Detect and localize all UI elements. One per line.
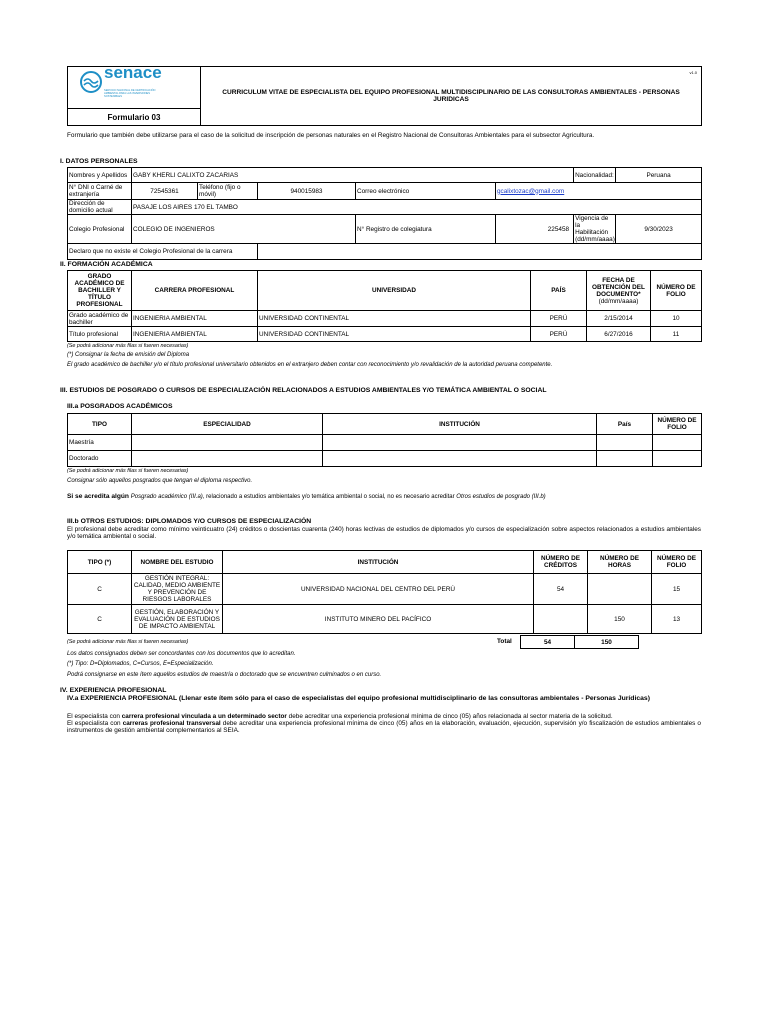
name-value: GABY KHERLI CALIXTO ZACARIAS: [132, 168, 574, 183]
courses-header-hours: NÚMERO DE HORAS: [588, 551, 652, 574]
phone-label: Teléfono (fijo o móvil): [198, 183, 258, 200]
postgrad-header-folio: NÚMERO DE FOLIO: [653, 414, 702, 435]
version-label: v1.0: [689, 70, 697, 75]
academic-country: PERÚ: [531, 327, 587, 342]
email-link[interactable]: gcalixtozac@gmail.com: [497, 187, 565, 195]
academic-folio: 11: [651, 327, 702, 342]
table-row: [68, 605, 702, 634]
academic-note-3: El grado académico de bachiller y/o el título profesional universitario obtenidos en el extranjero deben contar con reconocimiento y/o revalidación de la autoridad peruana competente.: [67, 362, 553, 368]
academic-header-folio: NÚMERO DE FOLIO: [651, 271, 702, 311]
experience-text-2c: debe acreditar una experiencia profesional mínima de cinco (05) años en la elaboración, evaluación, ejecución, supervisión y/o fiscalización de estudios ambientales o instrumentos de gestión ambiental complementarios al SEIA.: [67, 720, 701, 734]
logo-cell: [68, 67, 201, 109]
total-hours: 150: [575, 636, 639, 649]
course-institution: UNIVERSIDAD NACIONAL DEL CENTRO DEL PERÚ: [223, 574, 534, 605]
postgrad-table: [67, 413, 702, 467]
academic-header-country: PAÍS: [531, 271, 587, 311]
courses-total-label: Total: [497, 638, 512, 645]
academic-date: 6/27/2016: [587, 327, 651, 342]
form-label: Formulario 03: [68, 109, 201, 126]
courses-note-2: Los datos consignados deben ser concordantes con los documentos que lo acreditan.: [67, 651, 296, 657]
registry-label: N° Registro de colegiatura: [356, 215, 496, 244]
academic-university: UNIVERSIDAD CONTINENTAL: [258, 311, 531, 327]
college-label: Colegio Profesional: [68, 215, 132, 244]
postgrad-type: Maestría: [68, 435, 132, 451]
courses-note-3: (*) Tipo: D=Diplomados, C=Cursos, E=Especialización.: [67, 661, 214, 667]
postgrad-header-institution: INSTITUCIÓN: [323, 414, 597, 435]
courses-header-credits: NÚMERO DE CRÉDITOS: [534, 551, 588, 574]
section1-title: I. DATOS PERSONALES: [60, 158, 138, 165]
academic-header-date: [587, 271, 651, 311]
logo-subtext: SERVICIO NACIONAL DE CERTIFICACIÓN AMBIENTAL PARA LAS INVERSIONES SOSTENIBLES: [104, 89, 156, 98]
postgrad-note-1: (Se podrá adicionar más filas si fueren necesarias): [67, 468, 189, 474]
course-type: C: [68, 574, 132, 605]
course-folio: 15: [652, 574, 702, 605]
academic-header-university: UNIVERSIDAD: [258, 271, 531, 311]
header-table: [67, 66, 702, 126]
dni-label: N° DNI o Carné de extranjería: [68, 183, 132, 200]
validity-value: 9/30/2023: [616, 215, 702, 244]
course-name: GESTIÓN INTEGRAL: CALIDAD, MEDIO AMBIENTE Y PREVENCIÓN DE RIESGOS LABORALES: [132, 574, 223, 605]
accredit-text: [67, 493, 707, 501]
table-row: [68, 311, 702, 327]
section3-title: III. ESTUDIOS DE POSGRADO O CURSOS DE ESPECIALIZACIÓN RELACIONADOS A ESTUDIOS AMBIENTALES Y/O TEMÁTICA AMBIENTAL O SOCIAL: [60, 387, 547, 394]
phone-value: 940015983: [258, 183, 356, 200]
courses-header-name: NOMBRE DEL ESTUDIO: [132, 551, 223, 574]
course-folio: 13: [652, 605, 702, 634]
logo-text: senace: [104, 66, 162, 82]
table-row: [68, 574, 702, 605]
declare-label: Declaro que no existe el Colegio Profesional de la carrera: [68, 244, 258, 260]
course-hours: 150: [588, 605, 652, 634]
academic-university: UNIVERSIDAD CONTINENTAL: [258, 327, 531, 342]
address-label: Dirección de domicilio actual: [68, 200, 132, 215]
accredit-text-2: Posgrado académico (III.a): [130, 494, 203, 500]
experience-text-1c: debe acreditar una experiencia profesional mínima de cinco (05) años relacionada al sector materia de la solicitud.: [286, 713, 613, 720]
address-value: PASAJE LOS AIRES 170 EL TAMBO: [132, 200, 702, 215]
courses-header-folio: NÚMERO DE FOLIO: [652, 551, 702, 574]
postgrad-note-2: Consignar sólo aquellos posgrados que tengan el diploma respectivo.: [67, 478, 253, 484]
section4a-title: IV.a EXPERIENCIA PROFESIONAL (Llenar este ítem sólo para el caso de especialistas del equipo profesional multidisciplinario de las consultoras ambientales - Personas Jurídicas): [67, 695, 650, 702]
courses-note-4: Podrá consignarse en este ítem aquellos estudios de maestría o doctorado que se encuentren culminados o en curso.: [67, 672, 382, 678]
total-credits: 54: [521, 636, 575, 649]
experience-text-2: [67, 720, 701, 734]
declare-value: [258, 244, 702, 260]
courses-header-type: TIPO (*): [68, 551, 132, 574]
academic-header-career: CARRERA PROFESIONAL: [132, 271, 258, 311]
intro-text: Formulario que también debe utilizarse para el caso de la solicitud de inscripción de personas naturales en el Registro Nacional de Consultoras Ambientales para el subsector Agricultura.: [67, 132, 595, 139]
academic-header-date-format: (dd/mm/aaaa): [598, 297, 639, 305]
dni-value: 72545361: [132, 183, 198, 200]
registry-value: 225458: [496, 215, 574, 244]
header-title-cell: [201, 67, 702, 126]
academic-note-1: (Se podrá adicionar más filas si fueren necesarias): [67, 343, 189, 349]
postgrad-header-country: País: [597, 414, 653, 435]
academic-folio: 10: [651, 311, 702, 327]
courses-table: [67, 550, 702, 634]
course-hours: [588, 574, 652, 605]
name-label: Nombres y Apellidos: [68, 168, 132, 183]
academic-table: [67, 270, 702, 342]
section3b-text: El profesional debe acreditar como mínimo veinticuatro (24) créditos o doscientas cuarenta (240) horas lectivas de estudios de diplomados y/o cursos de especialización sobre aspectos relacionados a estudios ambientales y/o temática ambiental o social.: [67, 526, 701, 540]
academic-note-2: (*) Consignar la fecha de emisión del Diploma: [67, 352, 190, 358]
postgrad-header-type: TIPO: [68, 414, 132, 435]
experience-text-1a: El especialista con: [67, 713, 122, 720]
experience-text-1: [67, 713, 707, 720]
academic-header-date-title: FECHA DE OBTENCIÓN DEL DOCUMENTO*: [592, 276, 645, 298]
experience-text-2a: El especialista con: [67, 720, 123, 727]
nationality-label: Nacionalidad:: [574, 168, 616, 183]
academic-career: INGENIERIA AMBIENTAL: [132, 327, 258, 342]
course-name: GESTIÓN, ELABORACIÓN Y EVALUACIÓN DE ESTUDIOS DE IMPACTO AMBIENTAL: [132, 605, 223, 634]
accredit-text-1: Si se acredita algún: [67, 493, 131, 500]
accredit-text-4: Otros estudios de posgrado (III.b): [456, 494, 546, 500]
courses-total-table: [520, 635, 639, 649]
postgrad-header-specialty: ESPECIALIDAD: [132, 414, 323, 435]
college-value: COLEGIO DE INGENIEROS: [132, 215, 356, 244]
course-type: C: [68, 605, 132, 634]
experience-text-1b: carrera profesional vinculada a un determinado sector: [121, 713, 287, 720]
table-row: [68, 451, 702, 467]
nationality-value: Peruana: [616, 168, 702, 183]
course-institution: INSTITUTO MINERO DEL PACÍFICO: [223, 605, 534, 634]
course-credits: 54: [534, 574, 588, 605]
table-row: [68, 435, 702, 451]
email-label: Correo electrónico: [356, 183, 496, 200]
page-title: CURRICULUM VITAE DE ESPECIALISTA DEL EQUIPO PROFESIONAL MULTIDISCIPLINARIO DE LAS CONSULTORAS AMBIENTALES - PERSONAS JURIDICAS: [222, 88, 680, 103]
senace-logo-icon: [80, 71, 102, 93]
academic-grade: Título profesional: [68, 327, 132, 342]
courses-note-1: (Se podrá adicionar más filas si fueren necesarias): [67, 639, 189, 645]
accredit-text-3: , relacionado a estudios ambientales y/o temática ambiental o social, no es necesario acreditar: [202, 494, 457, 500]
experience-text-2b: carreras profesional transversal: [122, 720, 221, 727]
email-value[interactable]: [496, 183, 702, 200]
section2-title: II. FORMACIÓN ACADÉMICA: [60, 261, 153, 268]
section3a-title: III.a POSGRADOS ACADÉMICOS: [67, 403, 173, 410]
course-credits: [534, 605, 588, 634]
validity-label: Vigencia de la Habilitación (dd/mm/aaaa): [575, 215, 615, 243]
section4-title: IV. EXPERIENCIA PROFESIONAL: [60, 687, 167, 694]
personal-data-table: [67, 167, 702, 260]
academic-date: 2/15/2014: [587, 311, 651, 327]
academic-career: INGENIERIA AMBIENTAL: [132, 311, 258, 327]
courses-header-institution: INSTITUCIÓN: [223, 551, 534, 574]
section3b-title: III.b OTROS ESTUDIOS: DIPLOMADOS Y/O CURSOS DE ESPECIALIZACIÓN: [67, 518, 312, 525]
academic-grade: Grado académico de bachiller: [68, 311, 132, 327]
postgrad-type: Doctorado: [68, 451, 132, 467]
table-row: [68, 327, 702, 342]
academic-country: PERÚ: [531, 311, 587, 327]
academic-header-grade: GRADO ACADÉMICO DE BACHILLER Y TÍTULO PROFESIONAL: [68, 271, 132, 311]
